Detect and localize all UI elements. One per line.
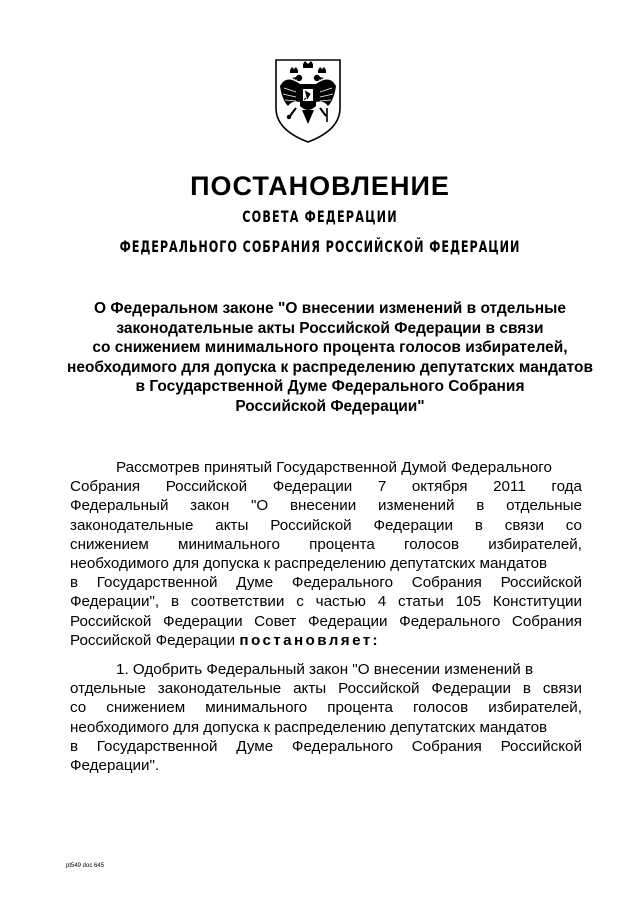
subject-line: О Федеральном законе "О внесении изменений в отдельные — [94, 300, 566, 317]
paragraph-line: 1. Одобрить Федеральный закон "О внесении изменений в — [116, 661, 534, 678]
subject-line: в Государственной Думе Федерального Собрания — [135, 378, 525, 395]
resolution-item-1 — [70, 660, 582, 775]
issuer-line-1: СОВЕТА ФЕДЕРАЦИИ — [242, 207, 398, 226]
paragraph-line-last — [70, 631, 582, 650]
preamble-paragraph — [70, 458, 582, 650]
decree-word: постановляет: — [239, 631, 381, 649]
paragraph-line: Федеральный закон "О внесении изменений в отдельные — [70, 497, 582, 515]
paragraph-line: отдельные законодательные акты Российской Федерации в связи — [70, 680, 582, 698]
subject-line: законодательные акты Российской Федерации в связи — [116, 319, 544, 337]
paragraph-line: законодательные акты Российской Федерации в связи со — [70, 516, 582, 534]
subject-line: Российской Федерации" — [235, 397, 425, 415]
paragraph-line: Российской Федерации Совет Федерации Федерального Собрания — [70, 612, 582, 630]
last-line-prefix: Российской Федерации — [70, 631, 236, 649]
issuer-line-2: ФЕДЕРАЛЬНОГО СОБРАНИЯ РОССИЙСКОЙ ФЕДЕРАЦИИ — [119, 237, 521, 256]
paragraph-line: Федерации". — [70, 757, 160, 775]
paragraph-line: Собрания Российской Федерации 7 октября 2011 года — [70, 478, 582, 496]
paragraph-line: необходимого для допуска к распределению депутатских мандатов — [70, 555, 548, 573]
document-id: pt549 doc 645 — [66, 863, 105, 869]
document-title: ПОСТАНОВЛЕНИЕ — [190, 171, 450, 201]
document-subject — [40, 299, 620, 416]
paragraph-line: необходимого для допуска к распределению депутатских мандатов — [70, 718, 548, 736]
russian-coat-of-arms-icon — [272, 56, 344, 146]
paragraph-line: снижением минимального процента голосов избирателей, — [70, 535, 582, 553]
paragraph-line: в Государственной Думе Федерального Собрания Российской — [70, 574, 582, 592]
subject-line: со снижением минимального процента голосов избирателей, — [92, 339, 568, 356]
subject-line: необходимого для допуска к распределению депутатских мандатов — [66, 358, 594, 376]
paragraph-line: Рассмотрев принятый Государственной Думой Федерального — [116, 459, 552, 476]
paragraph-line: в Государственной Думе Федерального Собрания Российской — [70, 737, 582, 755]
paragraph-line: Федерации", в соответствии с частью 4 статьи 105 Конституции — [70, 593, 582, 611]
paragraph-line: со снижением минимального процента голосов избирателей, — [70, 699, 582, 717]
